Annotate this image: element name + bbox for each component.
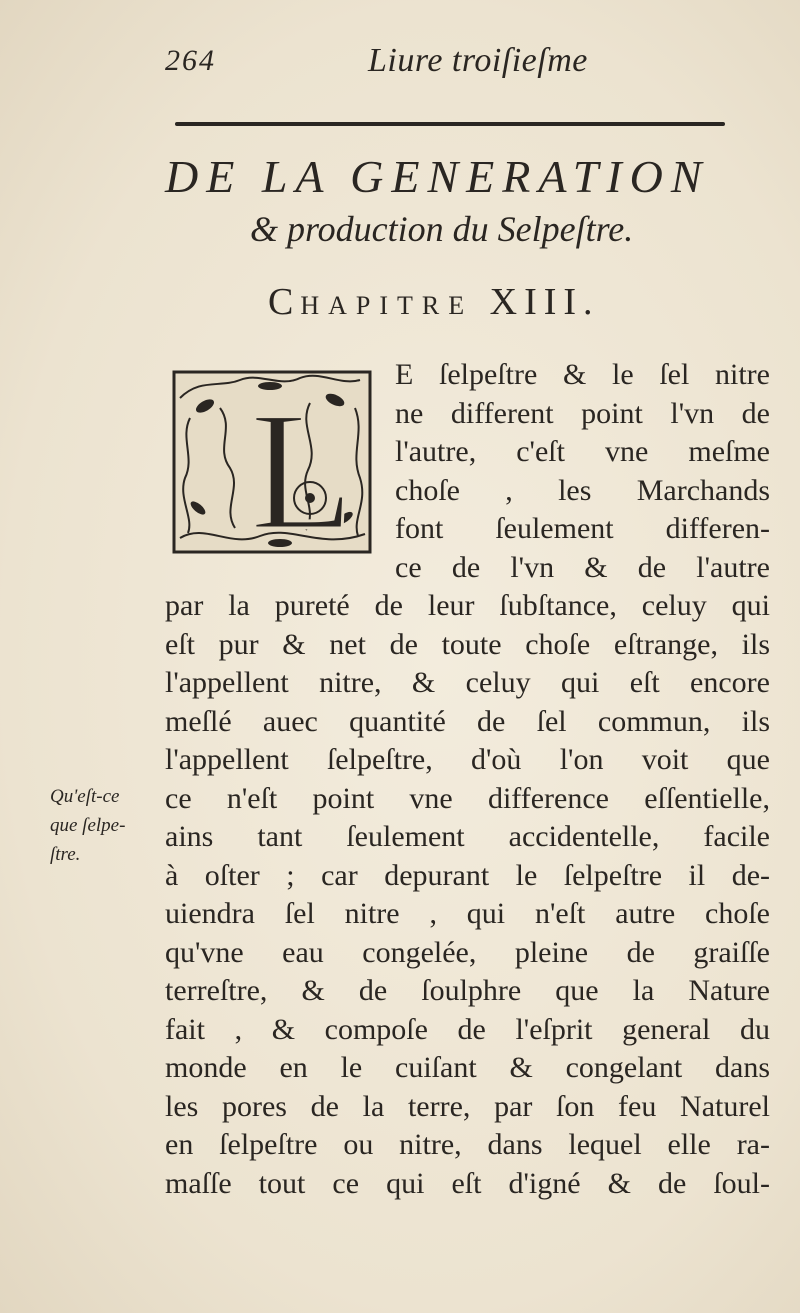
text-line: fait , & compoſe de l'eſprit general du — [165, 1012, 770, 1046]
text-line: à oſter ; car depurant le ſelpeſtre il de- — [165, 858, 770, 892]
text-line: ne different point l'vn de — [395, 396, 770, 430]
text-line: meſlé auec quantité de ſel commun, ils — [165, 704, 770, 738]
marginal-note — [50, 782, 160, 869]
body-text — [165, 587, 770, 1203]
text-line: l'autre, c'eſt vne meſme — [395, 435, 770, 468]
running-title: Liure troiſieſme — [368, 42, 588, 79]
text-line: uiendra ſel nitre , qui n'eſt autre choſe — [165, 897, 770, 930]
text-line: ce n'eſt point vne difference eſſentielle, — [165, 781, 770, 815]
text-line: les pores de la terre, par ſon feu Naturel — [165, 1089, 770, 1123]
chapter-word-rest: HAPITRE — [300, 291, 474, 320]
marginal-note-line: Qu'eſt-ce — [50, 786, 120, 807]
running-head — [0, 38, 800, 88]
marginal-note-line: que ſelpe- — [50, 815, 126, 836]
text-line: l'appellent ſelpeſtre, d'où l'on voit que — [165, 743, 770, 776]
text-line: l'appellent nitre, & celuy qui eſt encore — [165, 666, 770, 699]
marginal-note-line: ſtre. — [50, 844, 81, 865]
text-line: qu'vne eau congelée, pleine de graiſſe — [165, 935, 770, 969]
text-line: par la pureté de leur ſubſtance, celuy qui — [165, 589, 770, 622]
ornamental-foliage-initial-icon — [160, 358, 382, 570]
page-number: 264 — [165, 44, 216, 77]
ornamental-drop-cap — [160, 358, 382, 570]
text-line: maſſe tout ce qui eſt d'igné & de ſoul- — [165, 1166, 770, 1200]
text-line: en ſelpeſtre ou nitre, dans lequel elle ra- — [165, 1128, 770, 1161]
chapter-first-letter: C — [268, 281, 301, 323]
text-line: eſt pur & net de toute choſe eſtrange, ils — [165, 627, 770, 661]
text-line: E ſelpeſtre & le ſel nitre — [395, 358, 770, 391]
text-line: monde en le cuiſant & congelant dans — [165, 1051, 770, 1084]
chapter-number — [268, 280, 768, 324]
chapter-heading-line1: DE LA GENERATION — [165, 151, 710, 202]
text-line: ce de l'vn & de l'autre — [395, 550, 770, 584]
text-line: font ſeulement differen- — [395, 512, 770, 545]
chapter-numeral: XIII. — [489, 281, 600, 323]
text-line: choſe , les Marchands — [395, 473, 770, 507]
chapter-heading-line2: & production du Selpeſtre. — [250, 209, 634, 249]
header-rule — [175, 122, 725, 126]
text-line: terreſtre, & de ſoulphre que la Nature — [165, 974, 770, 1007]
drop-cap-letter: L — [250, 377, 354, 565]
text-beside-drop-cap — [395, 356, 770, 587]
text-line: ains tant ſeulement accidentelle, facile — [165, 820, 770, 853]
